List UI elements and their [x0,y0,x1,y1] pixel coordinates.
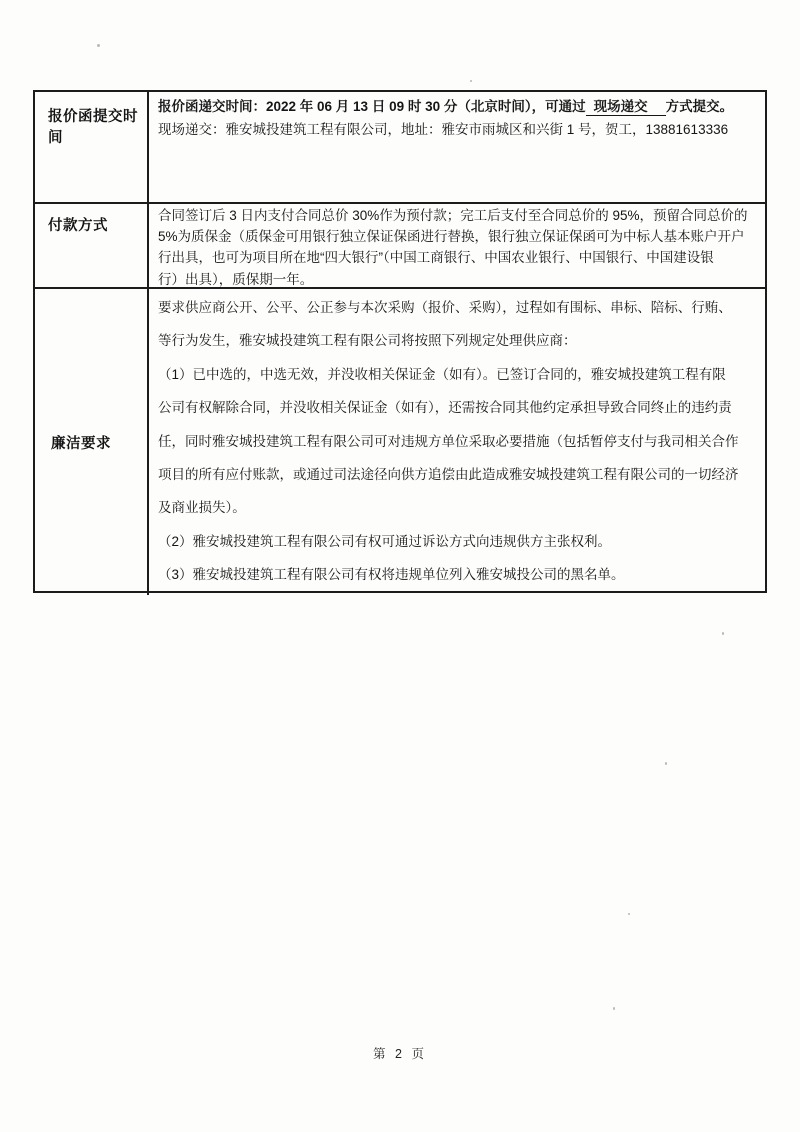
row-label-integrity-requirements-text: 廉洁要求 [51,435,111,452]
payment-line: 合同签订后 3 日内支付合同总价 30%作为预付款；完工后支付至合同总价的 95%，预留合同总价的 [158,208,748,223]
row-content-payment-method [149,204,765,289]
scan-speck [665,762,667,765]
integrity-line: 项目的所有应付账款，或通过司法途径向供方追偿由此造成雅安城投建筑工程有限公司的一切经济 [158,467,739,483]
scan-speck [470,80,472,82]
row-label-payment-method-text: 付款方式 [48,218,108,234]
terms-table [33,90,767,593]
row-label-submission-time [35,92,149,204]
submission-time-line1-prefix: 报价函递交时间：2022 年 06 月 13 日 09 时 30 分（北京时间），可通过 [158,99,586,114]
submission-time-line2: 现场递交：雅安城投建筑工程有限公司，地址：雅安市雨城区和兴街 1 号，贺工，13881613336 [158,122,729,137]
integrity-line: 公司有权解除合同，并没收相关保证金（如有），还需按合同其他约定承担导致合同终止的违约责 [158,400,732,416]
integrity-line: （1）已中选的，中选无效，并没收相关保证金（如有）。已签订合同的，雅安城投建筑工程有限 [158,366,726,382]
scan-speck [722,632,724,635]
delivery-method-underlined: 现场递交 [586,99,666,116]
payment-line: 5%为质保金（质保金可用银行独立保证保函进行替换，银行独立保证保函可为中标人基本账户开户 [158,229,745,245]
row-label-submission-time-text: 报价函提交时间 [48,109,138,146]
scan-speck [628,913,630,915]
payment-line: 行）出具），质保期一年。 [158,271,314,287]
integrity-line: 任，同时雅安城投建筑工程有限公司可对违规方单位采取必要措施（包括暂停支付与我司相关合作 [158,433,739,449]
row-content-integrity-requirements [149,289,765,595]
payment-line: 行出具，也可为项目所在地“四大银行”（中国工商银行、中国农业银行、中国银行、中国建设银 [158,250,714,266]
submission-time-line1 [158,95,761,118]
row-content-submission-time [149,92,765,204]
integrity-line: （2）雅安城投建筑工程有限公司有权可通过诉讼方式向违规供方主张权利。 [158,533,612,549]
submission-time-line1-suffix: 方式提交。 [665,99,734,114]
page-number: 第 2 页 [373,1047,427,1061]
row-label-integrity-requirements [35,289,149,595]
integrity-line: 等行为发生，雅安城投建筑工程有限公司将按照下列规定处理供应商： [158,333,577,349]
scan-speck [613,1007,615,1010]
integrity-line: 要求供应商公开、公平、公正参与本次采购（报价、采购），过程如有围标、串标、陪标、行贿、 [158,300,732,315]
scan-speck [97,44,100,47]
row-label-payment-method [35,204,149,289]
integrity-line: 及商业损失）。 [158,500,246,516]
integrity-line: （3）雅安城投建筑工程有限公司有权将违规单位列入雅安城投公司的黑名单。 [158,567,625,583]
